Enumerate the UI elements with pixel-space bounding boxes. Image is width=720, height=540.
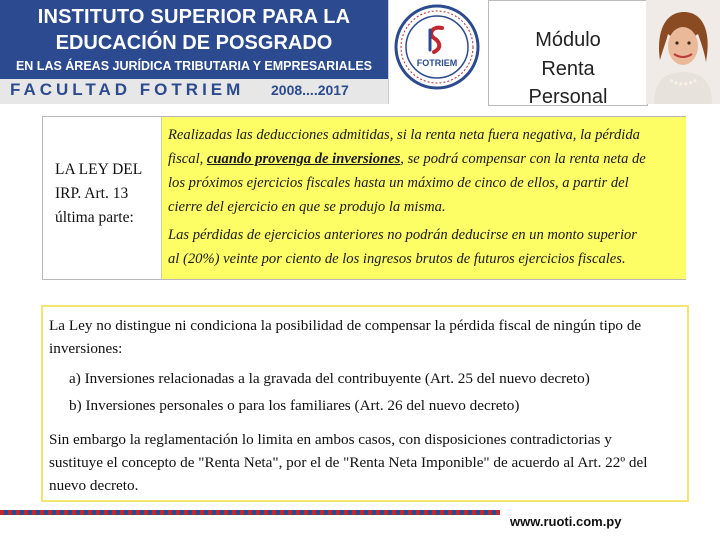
regulation-text-line: sustituye el concepto de "Renta Neta", por el de "Renta Neta Imponible" de acuerdo al Art. 22º del [49, 454, 648, 471]
module-title-line3: Personal [528, 86, 608, 108]
seal-text: FOTRIEM [416, 58, 458, 68]
faculty-years: 2008....2017 [271, 82, 349, 98]
law-article-text [161, 117, 686, 279]
institute-title-line3: EN LAS ÁREAS JURÍDICA TRIBUTARIA Y EMPRESARIALES [15, 59, 373, 73]
module-title-box [488, 0, 648, 106]
presenter-photo [646, 0, 720, 104]
institute-title-line1: INSTITUTO SUPERIOR PARA LA [37, 6, 351, 28]
law-text-line: cierre del ejercicio en que se produjo la misma. [168, 199, 446, 215]
law-text-line: al (20%) veinte por ciento de los ingresos brutos de futuros ejercicios fiscales. [168, 251, 626, 267]
regulation-note-box [41, 305, 689, 502]
footer-website-link[interactable]: www.ruoti.com.py [510, 514, 622, 529]
institute-title-line2: EDUCACIÓN DE POSGRADO [55, 32, 333, 54]
law-text-line: los próximos ejercicios fiscales hasta un máximo de cinco de ellos, a partir del [168, 175, 629, 191]
law-text-fragment: fiscal, [168, 151, 207, 167]
regulation-list-item-a: a) Inversiones relacionadas a la gravada del contribuyente (Art. 25 del nuevo decreto) [69, 370, 590, 387]
law-article-box [42, 116, 686, 280]
fotriem-seal-logo [394, 4, 480, 90]
seal-box [388, 0, 485, 104]
presenter-portrait-icon [646, 0, 720, 104]
law-text-line: Realizadas las deducciones admitidas, si la renta neta fuera negativa, la pérdida [168, 127, 640, 143]
regulation-text-line: nuevo decreto. [49, 477, 139, 494]
regulation-text-line: inversiones: [49, 340, 123, 357]
law-label [43, 117, 161, 279]
module-title-line1: Módulo [535, 29, 601, 51]
law-label-line2: IRP. Art. 13 [55, 185, 129, 202]
header [0, 0, 720, 108]
law-text-fragment: , se podrá compensar con la renta neta de [400, 151, 646, 167]
regulation-text-line: Sin embargo la reglamentación lo limita en ambos casos, con disposiciones contradictorias y [49, 431, 612, 448]
module-title-line2: Renta [541, 58, 595, 80]
law-text-line [168, 151, 646, 168]
law-text-line: Las pérdidas de ejercicios anteriores no podrán deducirse en un monto superior [168, 227, 637, 243]
faculty-name: FACULTAD FOTRIEM [10, 80, 245, 99]
law-label-line1: LA LEY DEL [55, 161, 143, 178]
regulation-list-item-b: b) Inversiones personales o para los familiares (Art. 26 del nuevo decreto) [69, 397, 520, 414]
institute-banner [0, 0, 388, 104]
law-text-underlined: cuando provenga de inversiones [206, 151, 401, 167]
law-label-line3: última parte: [55, 209, 134, 226]
regulation-text-line: La Ley no distingue ni condiciona la posibilidad de compensar la pérdida fiscal de ningún tipo de [49, 317, 642, 334]
